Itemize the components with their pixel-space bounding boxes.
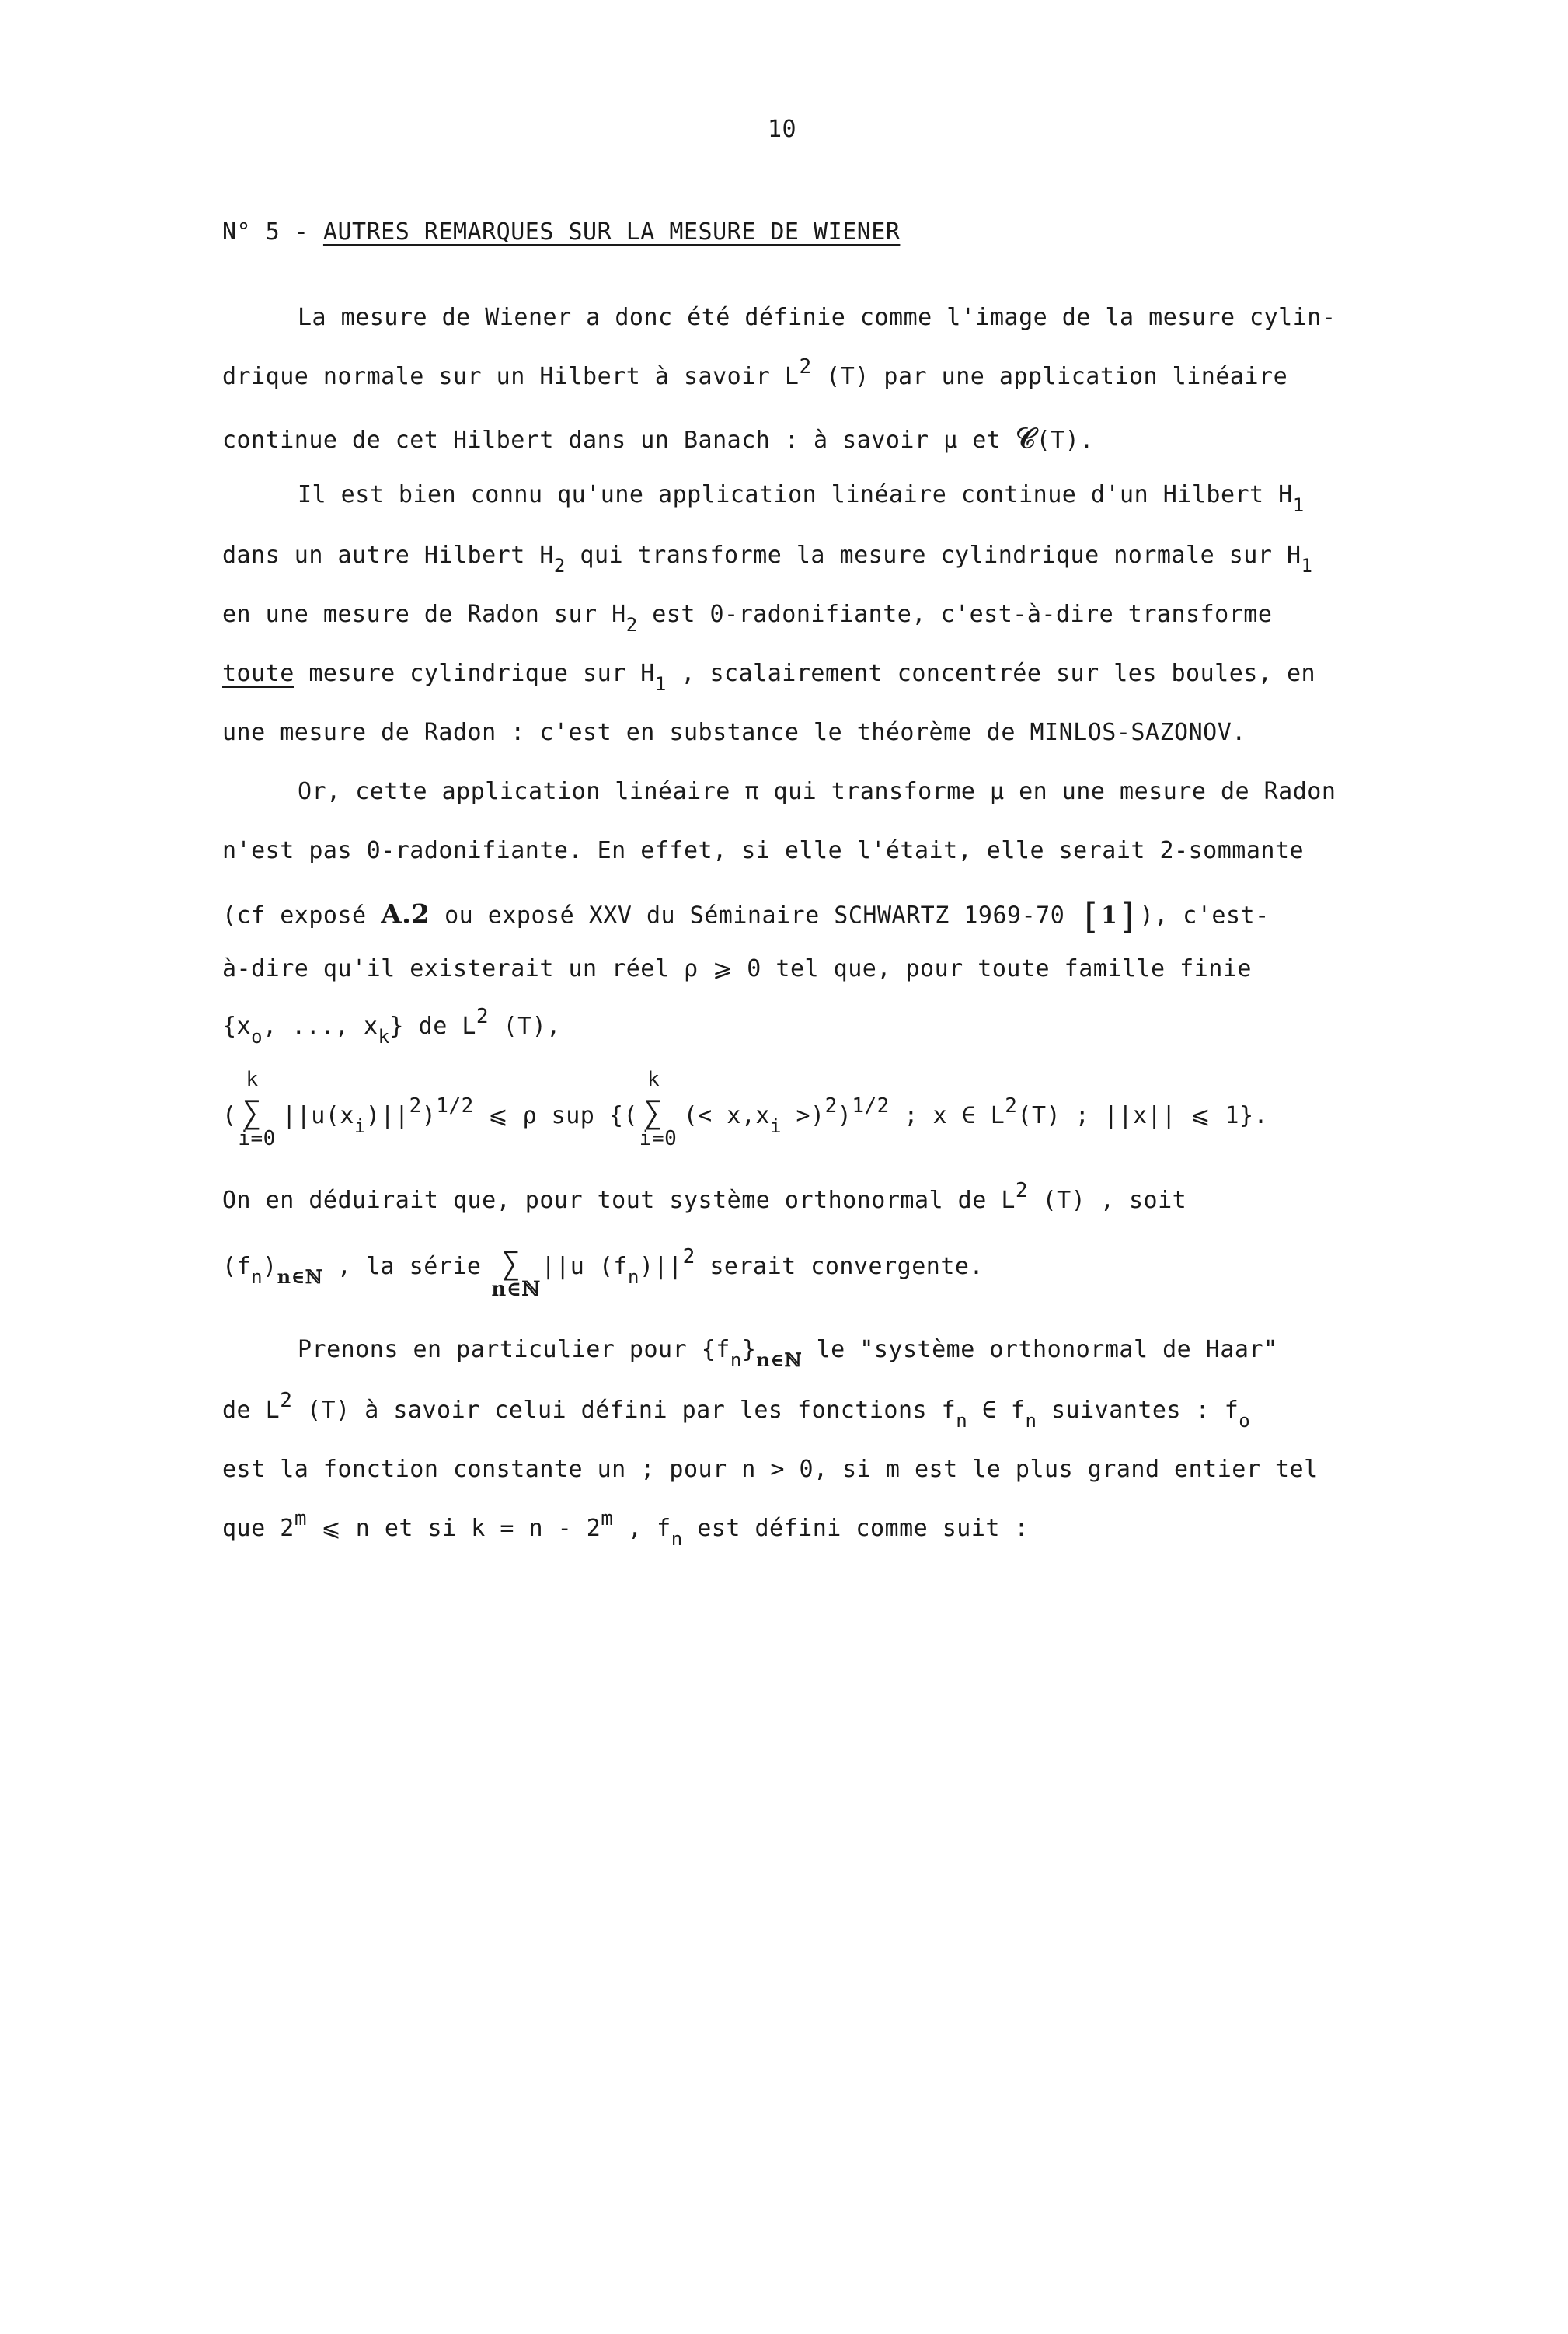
subscript: k: [378, 1026, 390, 1048]
summation-left: [237, 1068, 276, 1150]
text-span: (T),: [489, 1013, 561, 1040]
sum-symbol: ∑: [501, 1246, 521, 1282]
paragraph-1-line-2: [222, 355, 1288, 390]
bracket: ]: [1117, 895, 1140, 937]
paragraph-3-line-3: [222, 895, 1270, 937]
text-span: On en déduirait que, pour tout système orthonormal de L: [222, 1187, 1016, 1214]
inequality-formula: [222, 1068, 1269, 1150]
summation-right: [638, 1068, 678, 1150]
text-span: ∈ f: [967, 1397, 1026, 1424]
subscript: 1: [1292, 494, 1305, 516]
superscript: 2: [682, 1245, 695, 1268]
superscript: 2: [476, 1005, 490, 1028]
paragraph-2-line-4: [222, 660, 1316, 695]
paragraph-2-line-1: [298, 481, 1305, 516]
sum-symbol: ∑: [242, 1095, 262, 1131]
text-span: ou exposé XXV du Séminaire SCHWARTZ 1969-70: [430, 902, 1079, 930]
text-span: )||: [365, 1102, 409, 1129]
subscript: n: [1025, 1410, 1037, 1432]
subscript: i: [769, 1115, 782, 1137]
citation-number: 1: [1101, 902, 1118, 930]
text-span: (T) à savoir celui défini par les fonctions f: [292, 1397, 956, 1424]
text-span: ), c'est-: [1139, 902, 1270, 930]
subscript: n: [671, 1528, 683, 1550]
subscript: 2: [553, 555, 566, 577]
subscript: 1: [1301, 555, 1313, 577]
text-span: drique normale sur un Hilbert à savoir L: [222, 363, 800, 390]
bracket: [: [1078, 895, 1102, 937]
text-span: dans un autre Hilbert H: [222, 542, 554, 569]
paragraph-5-line-2: [222, 1389, 1251, 1432]
text-span: mesure cylindrique sur H: [294, 660, 655, 687]
underlined-word: toute: [222, 660, 294, 687]
text-span: } de L: [389, 1013, 476, 1040]
paragraph-2-line-2: [222, 542, 1313, 577]
paragraph-4-line-1: [222, 1179, 1187, 1214]
sum-symbol: ∑: [643, 1095, 664, 1131]
paragraph-5-line-3: est la fonction constante un ; pour n > 0, si m est le plus grand entier tel: [222, 1456, 1319, 1483]
text-span: (cf exposé: [222, 902, 382, 930]
superscript: 2: [799, 355, 812, 379]
text-span: (T) par une application linéaire: [811, 363, 1288, 390]
text-span: (T) ; ||x|| ⩽ 1}.: [1017, 1102, 1269, 1129]
summation-series: [491, 1246, 541, 1301]
subscript: n: [730, 1349, 742, 1371]
text-span: ): [263, 1253, 277, 1280]
text-span: que 2: [222, 1515, 294, 1542]
section-number: N° 5 -: [222, 218, 323, 246]
text-span: de L: [222, 1397, 280, 1424]
paragraph-3-line-4: à-dire qu'il existerait un réel ρ ⩾ 0 tel que, pour toute famille finie: [222, 955, 1252, 982]
paragraph-3-line-5: [222, 1005, 561, 1048]
paragraph-2-line-5: une mesure de Radon : c'est en substance le théorème de MINLOS-SAZONOV.: [222, 719, 1246, 746]
text-span: , ..., x: [263, 1013, 378, 1040]
subscript: n: [956, 1410, 968, 1432]
text-span: {x: [222, 1013, 252, 1040]
text-span: (f: [222, 1253, 252, 1280]
superscript: 2: [409, 1094, 422, 1118]
text-span: (T) , soit: [1028, 1187, 1187, 1214]
paragraph-5-line-1: [298, 1336, 1278, 1371]
paragraph-1-line-3: [222, 422, 1094, 455]
text-span: ||u(x: [267, 1102, 354, 1129]
text-span: Il est bien connu qu'une application linéaire continue d'un Hilbert H: [298, 481, 1293, 508]
text-span: serait convergente.: [695, 1253, 984, 1280]
superscript: m: [601, 1507, 614, 1530]
subscript: 1: [654, 673, 667, 695]
text-span: en une mesure de Radon sur H: [222, 601, 626, 628]
text-span: }: [741, 1336, 757, 1363]
index-set: n∈ℕ: [277, 1265, 323, 1288]
superscript: 1/2: [436, 1094, 474, 1118]
superscript: m: [294, 1507, 307, 1530]
paren: (: [222, 1102, 237, 1129]
text-span: , scalairement concentrée sur les boules, en: [666, 660, 1316, 687]
superscript: 2: [1005, 1094, 1018, 1118]
text-span: qui transforme la mesure cylindrique normale sur H: [565, 542, 1301, 569]
text-span: ; x ∈ L: [889, 1102, 1005, 1129]
subscript: n: [251, 1266, 263, 1288]
section-heading: [222, 218, 901, 246]
sum-upper-limit: k: [646, 1068, 660, 1091]
paragraph-1-line-1: La mesure de Wiener a donc été définie comme l'image de la mesure cylin-: [298, 304, 1336, 331]
page-number: 10: [768, 116, 797, 143]
text-span: continue de cet Hilbert dans un Banach : à savoir μ et: [222, 427, 1016, 454]
section-title: AUTRES REMARQUES SUR LA MESURE DE WIENER: [322, 218, 901, 246]
sum-lower-limit: i=0: [238, 1127, 276, 1150]
text-span: , f: [613, 1515, 671, 1542]
paragraph-3-line-2: n'est pas 0-radonifiante. En effet, si elle l'était, elle serait 2-sommante: [222, 837, 1305, 864]
text-span: le "système orthonormal de Haar": [802, 1336, 1278, 1363]
subscript: n: [627, 1266, 639, 1288]
sum-lower-limit: n∈ℕ: [491, 1278, 541, 1301]
paragraph-5-line-4: [222, 1507, 1030, 1550]
text-span: est 0-radonifiante, c'est-à-dire transforme: [637, 601, 1273, 628]
superscript: 2: [280, 1389, 293, 1412]
text-span: (< x,x: [669, 1102, 770, 1129]
paragraph-2-line-3: [222, 601, 1273, 636]
paragraph-4-line-2: [222, 1245, 984, 1301]
subscript: 2: [625, 614, 638, 636]
text-span: ||u (f: [527, 1253, 628, 1280]
text-span: ): [421, 1102, 437, 1129]
subscript: i: [354, 1115, 366, 1137]
subscript: o: [1239, 1410, 1251, 1432]
text-span: , la série: [322, 1253, 497, 1280]
text-span: ⩽ n et si k = n - 2: [306, 1515, 601, 1542]
text-span: )||: [639, 1253, 683, 1280]
sum-upper-limit: k: [246, 1068, 259, 1091]
script-c-symbol: 𝒞: [1015, 422, 1037, 455]
text-span: suivantes : f: [1037, 1397, 1239, 1424]
handwritten-reference: A.2: [381, 898, 430, 930]
text-span: ): [837, 1102, 852, 1129]
text-span: est défini comme suit :: [682, 1515, 1030, 1542]
subscript: o: [251, 1026, 263, 1048]
superscript: 2: [824, 1094, 838, 1118]
paragraph-3-line-1: Or, cette application linéaire π qui transforme μ en une mesure de Radon: [298, 778, 1336, 805]
text-span: ⩽ ρ sup {(: [473, 1102, 639, 1129]
text-span: (T).: [1036, 427, 1094, 454]
sum-lower-limit: i=0: [639, 1127, 678, 1150]
superscript: 2: [1015, 1179, 1029, 1202]
index-set: n∈ℕ: [756, 1348, 803, 1371]
text-span: >): [781, 1102, 825, 1129]
text-span: Prenons en particulier pour {f: [298, 1336, 730, 1363]
superscript: 1/2: [852, 1094, 890, 1118]
